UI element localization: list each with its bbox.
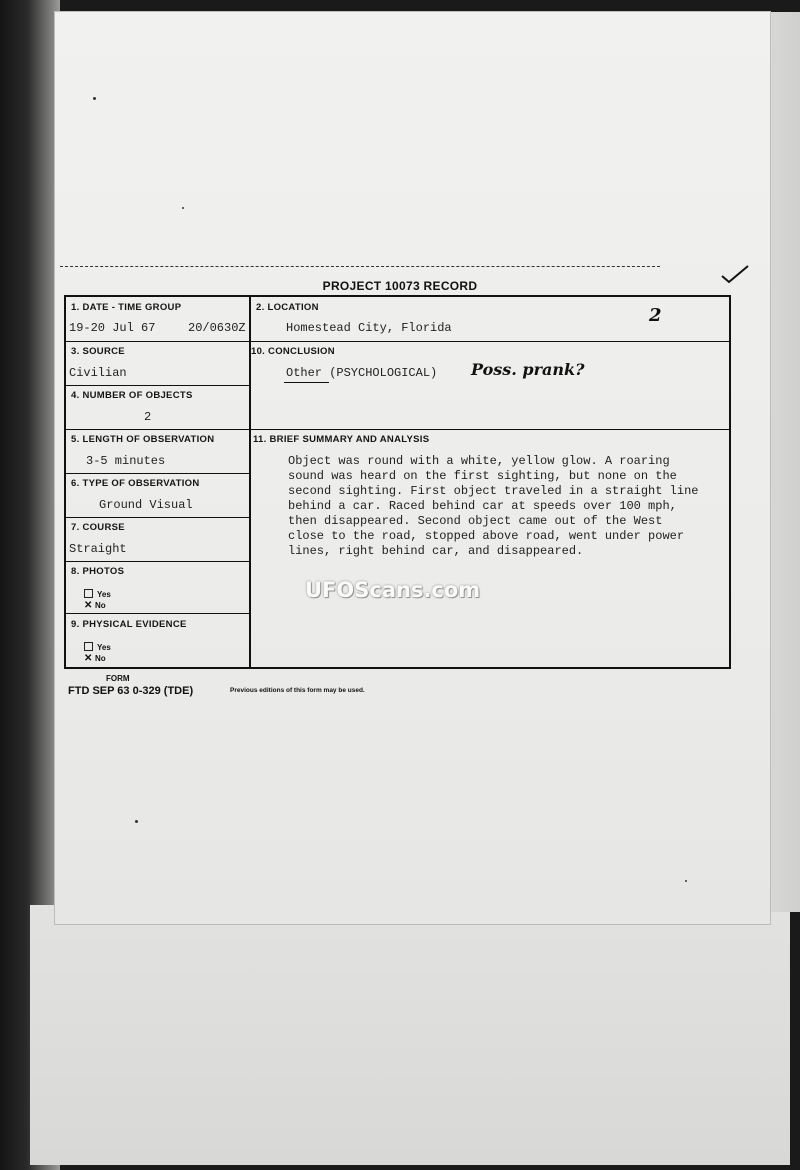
page-mark: 2 [649,305,662,326]
record-form [64,295,731,669]
row-divider [66,341,731,342]
row-divider [66,385,249,386]
summary-label: 11. BRIEF SUMMARY AND ANALYSIS [253,434,430,445]
type-value: Ground Visual [99,498,193,512]
top-rule [60,266,660,267]
type-label: 6. TYPE OF OBSERVATION [71,478,200,489]
handwritten-note: Poss. prank? [471,360,585,379]
summary-line: then disappeared. Second object came out of the West [288,514,663,528]
check-mark-icon [720,262,750,284]
row-divider [66,473,249,474]
form-word: FORM [106,674,130,683]
x-mark-icon: ✕ [84,653,93,664]
summary-text [288,454,718,559]
form-note: Previous editions of this form may be used. [230,687,365,694]
row-divider [66,517,249,518]
physical-label: 9. PHYSICAL EVIDENCE [71,619,187,630]
summary-line: second sighting. First object traveled in a straight line [288,484,699,498]
physical-no-option: ✕ No [84,653,106,664]
x-mark-icon: ✕ [84,600,93,611]
length-value: 3-5 minutes [86,454,166,468]
date-value: 19-20 Jul 67 [69,321,156,335]
summary-line: sound was heard on the first sighting, but none on the [288,469,677,483]
objects-value: 2 [144,410,152,424]
checkbox-icon [84,589,93,598]
form-title: PROJECT 10073 RECORD [322,279,478,293]
course-label: 7. COURSE [71,522,125,533]
checkbox-icon [84,642,93,651]
row-divider [66,561,249,562]
summary-line: lines, right behind car, and disappeared. [288,544,584,558]
photos-yes-option: Yes [84,589,111,599]
form-code: FTD SEP 63 0-329 (TDE) [68,685,194,697]
photos-label: 8. PHOTOS [71,566,125,577]
length-label: 5. LENGTH OF OBSERVATION [71,434,215,445]
course-value: Straight [69,542,127,556]
row-divider [66,613,249,614]
date-time-label: 1. DATE - TIME GROUP [71,302,182,313]
photos-no-option: ✕ No [84,600,106,611]
conclusion-underline [284,382,329,383]
watermark: UFOScans.com [305,578,481,602]
location-value: Homestead City, Florida [286,321,452,335]
summary-line: close to the road, stopped above road, went under power [288,529,685,543]
location-label: 2. LOCATION [256,302,319,313]
physical-yes-option: Yes [84,642,111,652]
time-value: 20/0630Z [188,321,246,335]
row-divider [66,429,731,430]
background-sheet [30,905,790,1165]
conclusion-value: Other (PSYCHOLOGICAL) [286,366,438,380]
objects-label: 4. NUMBER OF OBJECTS [71,390,193,401]
summary-line: Object was round with a white, yellow glow. A roaring [288,454,670,468]
source-value: Civilian [69,366,127,380]
conclusion-label: 10. CONCLUSION [251,346,335,357]
summary-line: behind a car. Raced behind car at speeds over 100 mph, [288,499,677,513]
source-label: 3. SOURCE [71,346,125,357]
